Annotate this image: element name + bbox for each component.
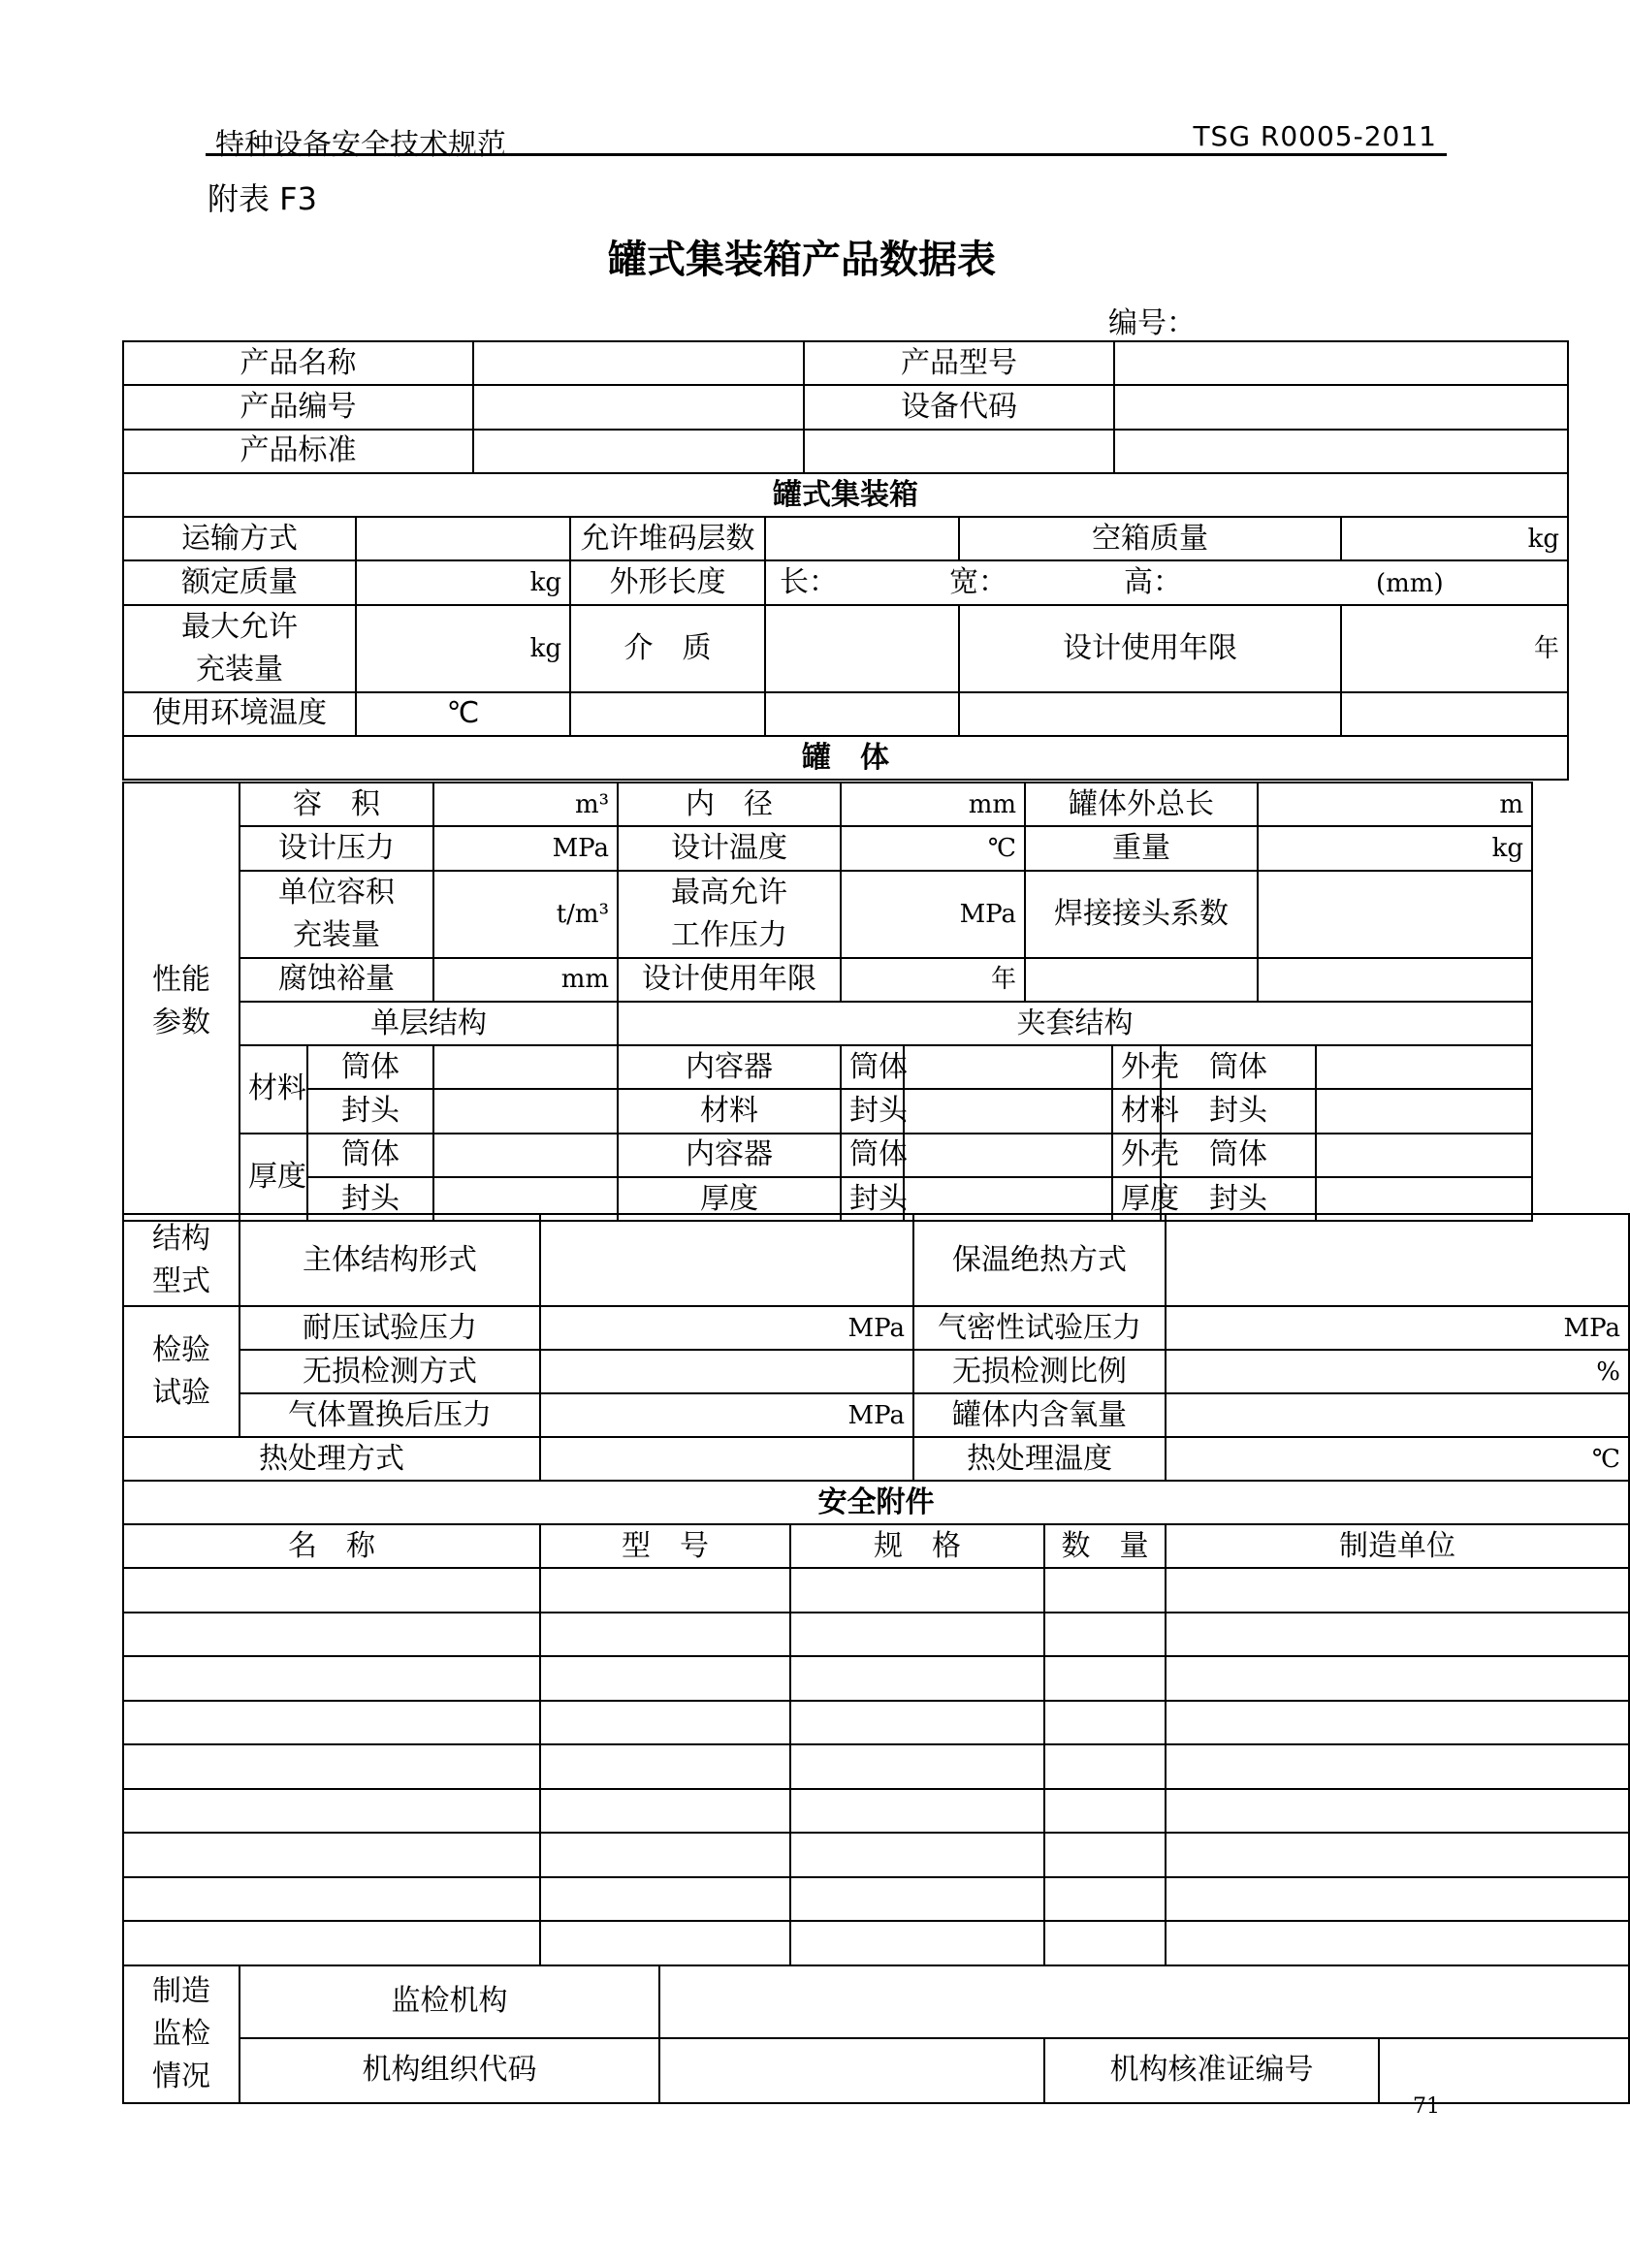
shell-label: 筒体 — [841, 1045, 904, 1089]
accessory-row — [123, 1789, 1629, 1834]
structure-label: 结构 型式 — [123, 1214, 240, 1306]
section-tank: 罐 体 — [123, 736, 1568, 780]
heat-treat-label: 热处理方式 — [123, 1437, 540, 1481]
tank-life-label: 设计使用年限 — [618, 958, 841, 1002]
accessory-row — [123, 1701, 1629, 1745]
max-work-field[interactable]: MPa — [841, 871, 1025, 958]
col-name: 名 称 — [123, 1524, 540, 1568]
acc-cell[interactable] — [123, 1568, 540, 1613]
header-right: TSG R0005-2011 — [1193, 120, 1437, 152]
product-model-field[interactable] — [1114, 341, 1568, 385]
acc-cell[interactable] — [1044, 1656, 1166, 1701]
product-serial-field[interactable] — [473, 385, 804, 429]
agency-field[interactable] — [659, 1965, 1629, 2038]
acc-cell[interactable] — [123, 1656, 540, 1701]
single-structure-label: 单层结构 — [240, 1002, 618, 1045]
insulation-field[interactable] — [1166, 1214, 1629, 1306]
page-number: 71 — [1413, 2094, 1440, 2119]
number-label: 编号： — [1108, 306, 1196, 340]
data-table-lower — [122, 1213, 1630, 2104]
product-standard-label: 产品标准 — [123, 430, 473, 473]
outer-thk-shell-field[interactable] — [1316, 1134, 1532, 1177]
accessory-row — [123, 1921, 1629, 1965]
section-accessories: 安全附件 — [123, 1481, 1629, 1524]
acc-cell[interactable] — [540, 1744, 790, 1789]
perf-params-label: 性能 参数 — [123, 783, 240, 1221]
product-serial-label: 产品编号 — [123, 385, 473, 429]
acc-cell[interactable] — [790, 1656, 1044, 1701]
blank-cell[interactable] — [959, 692, 1341, 736]
dims-length: 长： — [780, 564, 838, 599]
acc-cell[interactable] — [123, 1789, 540, 1834]
total-len-field[interactable]: m — [1258, 783, 1532, 826]
product-name-label: 产品名称 — [123, 341, 473, 385]
appendix-label: 附表 F3 — [208, 180, 317, 217]
acc-cell[interactable] — [1166, 1613, 1629, 1657]
blank-cell[interactable] — [570, 692, 765, 736]
inner-dia-label: 内 径 — [618, 783, 841, 826]
tank-life-field[interactable]: 年 — [841, 958, 1025, 1002]
ndt-method-field[interactable] — [540, 1350, 913, 1393]
des-temp-label: 设计温度 — [618, 826, 841, 870]
col-spec: 规 格 — [790, 1524, 1044, 1568]
acc-cell[interactable] — [1044, 1613, 1166, 1657]
page-title: 罐式集装箱产品数据表 — [608, 238, 996, 282]
oxygen-label: 罐体内含氧量 — [913, 1393, 1166, 1437]
ndt-method-label: 无损检测方式 — [240, 1350, 540, 1393]
pressure-test-field[interactable]: MPa — [540, 1306, 913, 1350]
shell-label: 筒体 — [841, 1134, 904, 1177]
acc-cell[interactable] — [1044, 1744, 1166, 1789]
oxygen-field[interactable] — [1166, 1393, 1629, 1437]
max-fill-label: 最大允许 充装量 — [123, 605, 356, 692]
dims-unit: (mm) — [1376, 568, 1444, 598]
outer-shell-label: 外壳 — [1112, 1134, 1161, 1177]
unit-fill-field[interactable]: t/m³ — [433, 871, 618, 958]
inner-vessel-label: 内容器 — [618, 1134, 841, 1177]
acc-cell[interactable] — [540, 1877, 790, 1922]
thickness-label: 厚度 — [240, 1134, 307, 1222]
acc-cell[interactable] — [1044, 1789, 1166, 1834]
outer-material-label: 材料 — [1112, 1089, 1161, 1133]
blank-cell[interactable] — [1025, 958, 1258, 1002]
acc-cell[interactable] — [540, 1568, 790, 1613]
accessory-row — [123, 1613, 1629, 1657]
transport-field[interactable] — [356, 517, 570, 560]
inner-mat-head-field[interactable] — [904, 1089, 1112, 1133]
tare-label: 空箱质量 — [959, 517, 1341, 560]
acc-cell[interactable] — [1166, 1921, 1629, 1965]
accessory-row — [123, 1833, 1629, 1877]
org-code-label: 机构组织代码 — [240, 2038, 659, 2103]
ndt-ratio-field[interactable]: % — [1166, 1350, 1629, 1393]
env-temp-label: 使用环境温度 — [123, 692, 356, 736]
acc-cell[interactable] — [1166, 1656, 1629, 1701]
head-label: 封头 — [841, 1177, 904, 1221]
header-left: 特种设备安全技术规范 — [215, 128, 506, 162]
acc-cell[interactable] — [790, 1877, 1044, 1922]
stack-label: 允许堆码层数 — [570, 517, 765, 560]
data-table-bottom — [122, 782, 1533, 1222]
leak-test-label: 气密性试验压力 — [913, 1306, 1166, 1350]
dims-width: 宽： — [949, 564, 1007, 599]
acc-cell[interactable] — [1166, 1877, 1629, 1922]
header-rule — [206, 153, 1447, 156]
acc-cell[interactable] — [790, 1613, 1044, 1657]
inspection-label: 检验 试验 — [123, 1306, 240, 1437]
stack-field[interactable] — [765, 517, 959, 560]
supervision-label: 制造 监检 情况 — [123, 1965, 240, 2103]
acc-cell[interactable] — [790, 1744, 1044, 1789]
heat-treat-field[interactable] — [540, 1437, 913, 1481]
acc-cell[interactable] — [1044, 1701, 1166, 1745]
blank-cell[interactable] — [804, 430, 1114, 473]
acc-cell[interactable] — [123, 1833, 540, 1877]
shell-label: 筒体 — [307, 1134, 433, 1177]
rated-field[interactable]: kg — [356, 560, 570, 604]
head-label: 封头 — [307, 1177, 433, 1221]
outer-shell-label: 外壳 — [1112, 1045, 1161, 1089]
acc-cell[interactable] — [1166, 1701, 1629, 1745]
volume-label: 容 积 — [240, 783, 433, 826]
shell-label: 筒体 — [307, 1045, 433, 1089]
des-press-field[interactable]: MPa — [433, 826, 618, 870]
blank-cell[interactable] — [1341, 692, 1568, 736]
life-field[interactable]: 年 — [1341, 605, 1568, 692]
outer-mat-head-field[interactable] — [1316, 1089, 1532, 1133]
gas-replace-label: 气体置换后压力 — [240, 1393, 540, 1437]
acc-cell[interactable] — [1044, 1833, 1166, 1877]
dims-label: 外形长度 — [570, 560, 765, 604]
weld-coef-label: 焊接接头系数 — [1025, 871, 1258, 958]
acc-cell[interactable] — [1044, 1877, 1166, 1922]
insulation-label: 保温绝热方式 — [913, 1214, 1166, 1306]
acc-cell[interactable] — [1166, 1833, 1629, 1877]
ndt-ratio-label: 无损检测比例 — [913, 1350, 1166, 1393]
acc-cell[interactable] — [790, 1568, 1044, 1613]
head-label: 封头 — [841, 1089, 904, 1133]
accessory-row — [123, 1877, 1629, 1922]
acc-cell[interactable] — [540, 1701, 790, 1745]
weld-coef-field[interactable] — [1258, 871, 1532, 958]
transport-label: 运输方式 — [123, 517, 356, 560]
material-label: 材料 — [240, 1045, 307, 1134]
equip-code-field[interactable] — [1114, 385, 1568, 429]
acc-cell[interactable] — [790, 1921, 1044, 1965]
leak-test-field[interactable]: MPa — [1166, 1306, 1629, 1350]
life-label: 设计使用年限 — [959, 605, 1341, 692]
head-label: 封头 — [1161, 1089, 1316, 1133]
jacket-structure-label: 夹套结构 — [618, 1002, 1532, 1045]
acc-cell[interactable] — [123, 1877, 540, 1922]
inner-material-label: 材料 — [618, 1089, 841, 1133]
inner-thickness-label: 厚度 — [618, 1177, 841, 1221]
main-form-label: 主体结构形式 — [240, 1214, 540, 1306]
acc-cell[interactable] — [1044, 1921, 1166, 1965]
single-thk-shell-field[interactable] — [433, 1134, 618, 1177]
acc-cell[interactable] — [790, 1833, 1044, 1877]
outer-thickness-label: 厚度 — [1112, 1177, 1161, 1221]
acc-cell[interactable] — [123, 1744, 540, 1789]
col-model: 型 号 — [540, 1524, 790, 1568]
product-name-field[interactable] — [473, 341, 804, 385]
agency-label: 监检机构 — [240, 1965, 659, 2038]
pressure-test-label: 耐压试验压力 — [240, 1306, 540, 1350]
corrosion-label: 腐蚀裕量 — [240, 958, 433, 1002]
des-press-label: 设计压力 — [240, 826, 433, 870]
acc-cell[interactable] — [123, 1921, 540, 1965]
env-temp-field[interactable]: ℃ — [356, 692, 570, 736]
gas-replace-field[interactable]: MPa — [540, 1393, 913, 1437]
volume-field[interactable]: m³ — [433, 783, 618, 826]
inner-dia-field[interactable]: mm — [841, 783, 1025, 826]
head-label: 封头 — [1161, 1177, 1316, 1221]
head-label: 封头 — [307, 1089, 433, 1133]
acc-cell[interactable] — [540, 1789, 790, 1834]
heat-temp-field[interactable]: ℃ — [1166, 1437, 1629, 1481]
blank-cell[interactable] — [1114, 430, 1568, 473]
col-qty: 数 量 — [1044, 1524, 1166, 1568]
acc-cell[interactable] — [790, 1789, 1044, 1834]
shell-label: 筒体 — [1161, 1045, 1316, 1089]
accessory-row — [123, 1656, 1629, 1701]
weight-field[interactable]: kg — [1258, 826, 1532, 870]
inner-thk-shell-field[interactable] — [904, 1134, 1112, 1177]
acc-cell[interactable] — [1166, 1789, 1629, 1834]
tare-field[interactable]: kg — [1341, 517, 1568, 560]
product-model-label: 产品型号 — [804, 341, 1114, 385]
col-maker: 制造单位 — [1166, 1524, 1629, 1568]
total-len-label: 罐体外总长 — [1025, 783, 1258, 826]
medium-label: 介 质 — [570, 605, 765, 692]
corrosion-field[interactable]: mm — [433, 958, 618, 1002]
main-form-field[interactable] — [540, 1214, 913, 1306]
blank-cell[interactable] — [765, 692, 959, 736]
acc-cell[interactable] — [123, 1701, 540, 1745]
max-work-label: 最高允许 工作压力 — [618, 871, 841, 958]
blank-cell[interactable] — [1258, 958, 1532, 1002]
org-code-field[interactable] — [659, 2038, 1044, 2103]
section-container: 罐式集装箱 — [123, 473, 1568, 517]
dims-height: 高： — [1124, 564, 1182, 599]
acc-cell[interactable] — [790, 1701, 1044, 1745]
accessory-row — [123, 1568, 1629, 1613]
acc-cell[interactable] — [123, 1613, 540, 1657]
approval-no-label: 机构核准证编号 — [1044, 2038, 1379, 2103]
acc-cell[interactable] — [540, 1833, 790, 1877]
weight-label: 重量 — [1025, 826, 1258, 870]
des-temp-field[interactable]: ℃ — [841, 826, 1025, 870]
single-mat-head-field[interactable] — [433, 1089, 618, 1133]
data-table-top — [122, 340, 1569, 781]
rated-label: 额定质量 — [123, 560, 356, 604]
accessory-row — [123, 1744, 1629, 1789]
approval-no-field[interactable] — [1379, 2038, 1629, 2103]
acc-cell[interactable] — [540, 1921, 790, 1965]
dims-field[interactable] — [765, 560, 1568, 604]
acc-cell[interactable] — [1166, 1744, 1629, 1789]
acc-cell[interactable] — [540, 1613, 790, 1657]
acc-cell[interactable] — [1166, 1568, 1629, 1613]
acc-cell[interactable] — [1044, 1568, 1166, 1613]
outer-mat-shell-field[interactable] — [1316, 1045, 1532, 1089]
heat-temp-label: 热处理温度 — [913, 1437, 1166, 1481]
single-mat-shell-field[interactable] — [433, 1045, 618, 1089]
unit-fill-label: 单位容积 充装量 — [240, 871, 433, 958]
max-fill-field[interactable]: kg — [356, 605, 570, 692]
product-standard-field[interactable] — [473, 430, 804, 473]
inner-vessel-label: 内容器 — [618, 1045, 841, 1089]
shell-label: 筒体 — [1161, 1134, 1316, 1177]
acc-cell[interactable] — [540, 1656, 790, 1701]
equip-code-label: 设备代码 — [804, 385, 1114, 429]
inner-mat-shell-field[interactable] — [904, 1045, 1112, 1089]
medium-field[interactable] — [765, 605, 959, 692]
